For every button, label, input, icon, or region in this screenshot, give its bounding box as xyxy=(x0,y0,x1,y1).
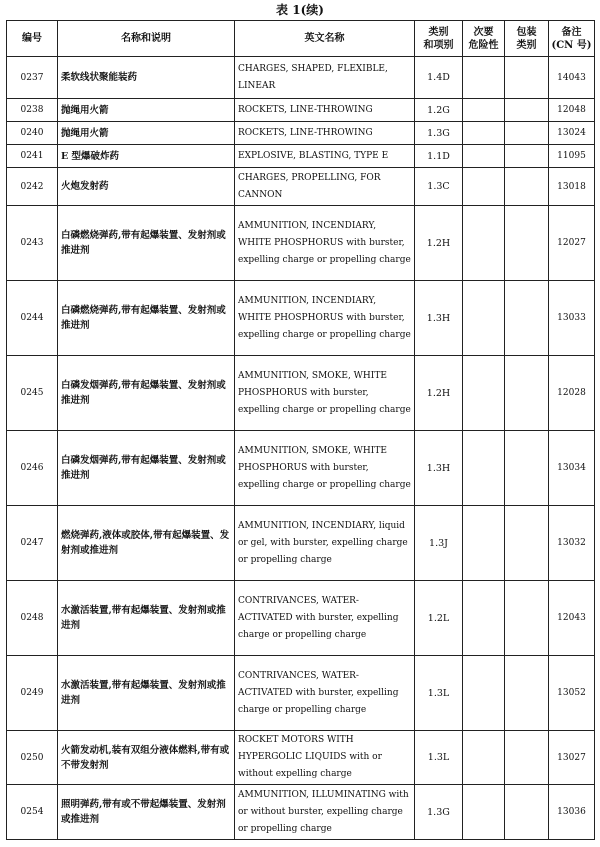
row-note: 12043 xyxy=(549,581,595,656)
row-class: 1.3C xyxy=(415,168,463,206)
row-hazard xyxy=(463,581,505,656)
table-row xyxy=(7,122,595,145)
row-packing xyxy=(505,785,549,840)
row-hazard xyxy=(463,431,505,506)
row-cn-name: 水激活装置,带有起爆装置、发射剂或推进剂 xyxy=(58,581,235,656)
row-hazard xyxy=(463,356,505,431)
row-cn-name: 火箭发动机,装有双组分液体燃料,带有或不带发射剂 xyxy=(58,731,235,785)
row-en-name: AMMUNITION, ILLUMINATING with or without burster, expelling charge or propelling charge xyxy=(235,785,415,840)
row-packing xyxy=(505,168,549,206)
table-row xyxy=(7,99,595,122)
row-class: 1.1D xyxy=(415,145,463,168)
row-class: 1.2L xyxy=(415,581,463,656)
row-en-name: CONTRIVANCES, WATER-ACTIVATED with burster, expelling charge or propelling charge xyxy=(235,581,415,656)
table-row xyxy=(7,431,595,506)
row-number: 0248 xyxy=(7,581,58,656)
row-number: 0240 xyxy=(7,122,58,145)
row-packing xyxy=(505,356,549,431)
row-number: 0244 xyxy=(7,281,58,356)
row-number: 0249 xyxy=(7,656,58,731)
row-packing xyxy=(505,731,549,785)
row-cn-name: 白磷燃烧弹药,带有起爆装置、发射剂或推进剂 xyxy=(58,281,235,356)
hazard-table xyxy=(6,20,595,840)
row-class: 1.3H xyxy=(415,431,463,506)
row-class: 1.3J xyxy=(415,506,463,581)
row-en-name: CONTRIVANCES, WATER-ACTIVATED with burster, expelling charge or propelling charge xyxy=(235,656,415,731)
table-row xyxy=(7,581,595,656)
row-number: 0243 xyxy=(7,206,58,281)
header-class: 类别 和项别 xyxy=(415,21,463,57)
row-class: 1.4D xyxy=(415,57,463,99)
row-packing xyxy=(505,506,549,581)
table-row xyxy=(7,656,595,731)
row-cn-name: E 型爆破炸药 xyxy=(58,145,235,168)
row-en-name: AMMUNITION, INCENDIARY, WHITE PHOSPHORUS with burster, expelling charge or propelling charge xyxy=(235,281,415,356)
row-en-name: CHARGES, SHAPED, FLEXIBLE, LINEAR xyxy=(235,57,415,99)
table-row xyxy=(7,57,595,99)
row-number: 0241 xyxy=(7,145,58,168)
row-hazard xyxy=(463,281,505,356)
header-note: 备注 (CN 号) xyxy=(549,21,595,57)
row-number: 0250 xyxy=(7,731,58,785)
row-hazard xyxy=(463,506,505,581)
row-packing xyxy=(505,581,549,656)
row-number: 0238 xyxy=(7,99,58,122)
row-note: 13018 xyxy=(549,168,595,206)
row-hazard xyxy=(463,57,505,99)
row-number: 0245 xyxy=(7,356,58,431)
row-note: 12027 xyxy=(549,206,595,281)
table-row xyxy=(7,731,595,785)
row-packing xyxy=(505,431,549,506)
row-cn-name: 水激活装置,带有起爆装置、发射剂或推进剂 xyxy=(58,656,235,731)
table-row xyxy=(7,356,595,431)
row-packing xyxy=(505,99,549,122)
row-note: 13036 xyxy=(549,785,595,840)
row-packing xyxy=(505,122,549,145)
row-note: 13033 xyxy=(549,281,595,356)
row-cn-name: 白磷发烟弹药,带有起爆装置、发射剂或推进剂 xyxy=(58,431,235,506)
row-packing xyxy=(505,656,549,731)
row-en-name: AMMUNITION, INCENDIARY, liquid or gel, with burster, expelling charge or propelling charge xyxy=(235,506,415,581)
row-cn-name: 抛绳用火箭 xyxy=(58,99,235,122)
row-cn-name: 白磷燃烧弹药,带有起爆装置、发射剂或推进剂 xyxy=(58,206,235,281)
table-row xyxy=(7,168,595,206)
row-en-name: ROCKETS, LINE-THROWING xyxy=(235,122,415,145)
row-en-name: AMMUNITION, SMOKE, WHITE PHOSPHORUS with burster, expelling charge or propelling charge xyxy=(235,356,415,431)
row-number: 0242 xyxy=(7,168,58,206)
row-hazard xyxy=(463,206,505,281)
row-class: 1.3G xyxy=(415,122,463,145)
row-cn-name: 火炮发射药 xyxy=(58,168,235,206)
row-note: 13034 xyxy=(549,431,595,506)
row-hazard xyxy=(463,785,505,840)
table-row xyxy=(7,206,595,281)
table-row xyxy=(7,785,595,840)
header-no: 编号 xyxy=(7,21,58,57)
row-class: 1.3H xyxy=(415,281,463,356)
row-packing xyxy=(505,206,549,281)
row-cn-name: 照明弹药,带有或不带起爆装置、发射剂或推进剂 xyxy=(58,785,235,840)
row-hazard xyxy=(463,122,505,145)
row-note: 13052 xyxy=(549,656,595,731)
row-class: 1.2H xyxy=(415,356,463,431)
row-number: 0237 xyxy=(7,57,58,99)
header-en-name: 英文名称 xyxy=(235,21,415,57)
row-class: 1.3L xyxy=(415,731,463,785)
row-en-name: AMMUNITION, INCENDIARY, WHITE PHOSPHORUS with burster, expelling charge or propelling charge xyxy=(235,206,415,281)
header-cn-name: 名称和说明 xyxy=(58,21,235,57)
row-note: 13024 xyxy=(549,122,595,145)
row-cn-name: 柔软线状聚能装药 xyxy=(58,57,235,99)
row-class: 1.2H xyxy=(415,206,463,281)
header-hazard: 次要 危险性 xyxy=(463,21,505,57)
row-cn-name: 燃烧弹药,液体或胶体,带有起爆装置、发射剂或推进剂 xyxy=(58,506,235,581)
row-number: 0246 xyxy=(7,431,58,506)
row-note: 13032 xyxy=(549,506,595,581)
row-note: 12028 xyxy=(549,356,595,431)
row-note: 13027 xyxy=(549,731,595,785)
table-row xyxy=(7,506,595,581)
row-class: 1.3L xyxy=(415,656,463,731)
row-class: 1.2G xyxy=(415,99,463,122)
row-hazard xyxy=(463,731,505,785)
row-hazard xyxy=(463,99,505,122)
row-en-name: ROCKET MOTORS WITH HYPERGOLIC LIQUIDS with or without expelling charge xyxy=(235,731,415,785)
row-class: 1.3G xyxy=(415,785,463,840)
row-en-name: CHARGES, PROPELLING, FOR CANNON xyxy=(235,168,415,206)
row-packing xyxy=(505,57,549,99)
row-packing xyxy=(505,281,549,356)
table-row xyxy=(7,145,595,168)
row-cn-name: 白磷发烟弹药,带有起爆装置、发射剂或推进剂 xyxy=(58,356,235,431)
row-note: 11095 xyxy=(549,145,595,168)
row-hazard xyxy=(463,656,505,731)
table-title: 表 1(续) xyxy=(276,3,324,17)
row-hazard xyxy=(463,168,505,206)
row-en-name: EXPLOSIVE, BLASTING, TYPE E xyxy=(235,145,415,168)
row-note: 14043 xyxy=(549,57,595,99)
header-packing: 包装 类别 xyxy=(505,21,549,57)
row-cn-name: 抛绳用火箭 xyxy=(58,122,235,145)
row-hazard xyxy=(463,145,505,168)
row-number: 0247 xyxy=(7,506,58,581)
row-number: 0254 xyxy=(7,785,58,840)
row-en-name: ROCKETS, LINE-THROWING xyxy=(235,99,415,122)
table-row xyxy=(7,281,595,356)
row-packing xyxy=(505,145,549,168)
row-note: 12048 xyxy=(549,99,595,122)
row-en-name: AMMUNITION, SMOKE, WHITE PHOSPHORUS with burster, expelling charge or propelling charge xyxy=(235,431,415,506)
